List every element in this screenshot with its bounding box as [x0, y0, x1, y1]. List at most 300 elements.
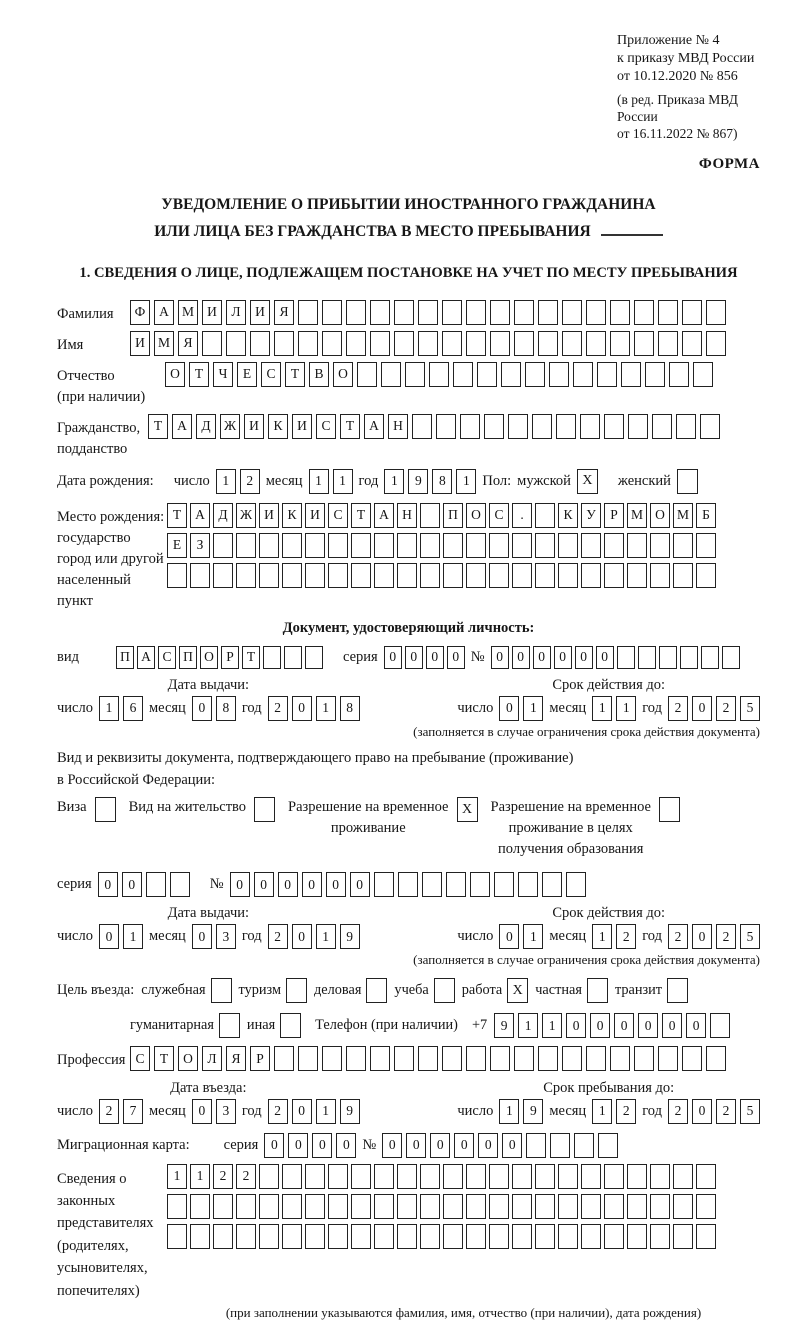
char-cell[interactable]: 0 — [312, 1133, 332, 1158]
char-cell[interactable] — [581, 563, 601, 588]
char-cell[interactable] — [213, 533, 233, 558]
char-cell[interactable]: И — [292, 414, 312, 439]
char-cell[interactable] — [574, 1133, 594, 1158]
char-cell[interactable] — [696, 563, 716, 588]
char-cell[interactable] — [322, 331, 342, 356]
char-cell[interactable] — [634, 300, 654, 325]
char-cell[interactable] — [374, 1194, 394, 1219]
char-cell[interactable] — [305, 563, 325, 588]
char-cell[interactable] — [558, 1224, 578, 1249]
char-cell[interactable]: П — [116, 646, 134, 669]
char-cell[interactable] — [659, 646, 677, 669]
char-cell[interactable] — [351, 563, 371, 588]
char-cell[interactable]: 2 — [716, 924, 736, 949]
char-cell[interactable] — [673, 1164, 693, 1189]
char-cell[interactable]: 1 — [309, 469, 329, 494]
char-cell[interactable]: М — [178, 300, 198, 325]
char-cell[interactable]: Т — [340, 414, 360, 439]
char-cell[interactable] — [442, 1046, 462, 1071]
char-cell[interactable]: 0 — [405, 646, 423, 669]
char-cell[interactable]: 0 — [686, 1013, 706, 1038]
char-cell[interactable]: 0 — [499, 924, 519, 949]
char-cell[interactable] — [514, 1046, 534, 1071]
char-cell[interactable] — [604, 533, 624, 558]
char-cell[interactable] — [418, 1046, 438, 1071]
char-cell[interactable]: Н — [397, 503, 417, 528]
char-cell[interactable] — [535, 503, 555, 528]
char-cell[interactable]: Р — [221, 646, 239, 669]
char-cell[interactable]: А — [364, 414, 384, 439]
char-cell[interactable]: 3 — [216, 1099, 236, 1124]
char-cell[interactable] — [682, 1046, 702, 1071]
char-cell[interactable] — [443, 563, 463, 588]
char-cell[interactable]: Т — [167, 503, 187, 528]
char-cell[interactable] — [346, 300, 366, 325]
char-cell[interactable] — [477, 362, 497, 387]
char-cell[interactable] — [167, 1194, 187, 1219]
char-cell[interactable] — [213, 1194, 233, 1219]
char-cell[interactable]: Л — [202, 1046, 222, 1071]
char-cell[interactable] — [259, 1164, 279, 1189]
char-cell[interactable]: 0 — [278, 872, 298, 897]
char-cell[interactable] — [422, 872, 442, 897]
char-cell[interactable] — [282, 1224, 302, 1249]
char-cell[interactable]: О — [178, 1046, 198, 1071]
char-cell[interactable] — [374, 533, 394, 558]
char-cell[interactable] — [535, 533, 555, 558]
char-cell[interactable] — [558, 533, 578, 558]
char-cell[interactable]: 0 — [292, 1099, 312, 1124]
char-cell[interactable]: И — [305, 503, 325, 528]
char-cell[interactable]: 0 — [288, 1133, 308, 1158]
char-cell[interactable]: 8 — [216, 696, 236, 721]
char-cell[interactable] — [514, 331, 534, 356]
char-cell[interactable] — [586, 331, 606, 356]
char-cell[interactable] — [490, 1046, 510, 1071]
char-cell[interactable] — [489, 1164, 509, 1189]
char-cell[interactable]: 9 — [340, 924, 360, 949]
char-cell[interactable] — [701, 646, 719, 669]
char-cell[interactable] — [638, 646, 656, 669]
char-cell[interactable] — [512, 1194, 532, 1219]
char-cell[interactable] — [658, 1046, 678, 1071]
char-cell[interactable] — [397, 1194, 417, 1219]
char-cell[interactable] — [420, 503, 440, 528]
char-cell[interactable]: О — [165, 362, 185, 387]
char-cell[interactable] — [259, 563, 279, 588]
char-cell[interactable] — [236, 563, 256, 588]
char-cell[interactable] — [512, 1224, 532, 1249]
char-cell[interactable] — [328, 1194, 348, 1219]
char-cell[interactable] — [526, 1133, 546, 1158]
char-cell[interactable] — [696, 1164, 716, 1189]
temp-residence-education-checkbox[interactable] — [659, 797, 680, 822]
char-cell[interactable]: К — [268, 414, 288, 439]
char-cell[interactable]: 0 — [292, 924, 312, 949]
char-cell[interactable] — [581, 1194, 601, 1219]
char-cell[interactable] — [236, 1224, 256, 1249]
char-cell[interactable]: И — [250, 300, 270, 325]
char-cell[interactable] — [305, 1164, 325, 1189]
char-cell[interactable]: 0 — [590, 1013, 610, 1038]
char-cell[interactable] — [374, 563, 394, 588]
char-cell[interactable]: 1 — [216, 469, 236, 494]
char-cell[interactable] — [634, 331, 654, 356]
char-cell[interactable]: 9 — [408, 469, 428, 494]
char-cell[interactable] — [581, 533, 601, 558]
char-cell[interactable] — [538, 331, 558, 356]
char-cell[interactable] — [282, 563, 302, 588]
char-cell[interactable] — [489, 563, 509, 588]
char-cell[interactable]: 0 — [502, 1133, 522, 1158]
char-cell[interactable] — [512, 1164, 532, 1189]
char-cell[interactable] — [722, 646, 740, 669]
char-cell[interactable] — [236, 533, 256, 558]
char-cell[interactable]: 3 — [216, 924, 236, 949]
char-cell[interactable] — [466, 300, 486, 325]
char-cell[interactable] — [466, 1224, 486, 1249]
char-cell[interactable] — [453, 362, 473, 387]
char-cell[interactable] — [573, 362, 593, 387]
char-cell[interactable] — [538, 300, 558, 325]
char-cell[interactable] — [550, 1133, 570, 1158]
char-cell[interactable] — [586, 300, 606, 325]
char-cell[interactable]: 5 — [740, 924, 760, 949]
char-cell[interactable] — [490, 331, 510, 356]
char-cell[interactable]: Р — [250, 1046, 270, 1071]
char-cell[interactable] — [370, 300, 390, 325]
char-cell[interactable]: 1 — [616, 696, 636, 721]
char-cell[interactable] — [610, 331, 630, 356]
char-cell[interactable] — [370, 1046, 390, 1071]
char-cell[interactable]: П — [179, 646, 197, 669]
char-cell[interactable]: 0 — [430, 1133, 450, 1158]
char-cell[interactable]: 9 — [340, 1099, 360, 1124]
char-cell[interactable] — [443, 1164, 463, 1189]
char-cell[interactable]: О — [650, 503, 670, 528]
char-cell[interactable] — [512, 533, 532, 558]
char-cell[interactable]: У — [581, 503, 601, 528]
char-cell[interactable]: В — [309, 362, 329, 387]
gender-female-checkbox[interactable] — [677, 469, 698, 494]
char-cell[interactable] — [490, 300, 510, 325]
char-cell[interactable] — [213, 1224, 233, 1249]
char-cell[interactable]: 0 — [566, 1013, 586, 1038]
char-cell[interactable]: 1 — [384, 469, 404, 494]
char-cell[interactable] — [525, 362, 545, 387]
char-cell[interactable] — [298, 300, 318, 325]
char-cell[interactable] — [604, 414, 624, 439]
char-cell[interactable]: И — [244, 414, 264, 439]
char-cell[interactable] — [429, 362, 449, 387]
char-cell[interactable] — [489, 1194, 509, 1219]
char-cell[interactable] — [351, 1164, 371, 1189]
char-cell[interactable] — [518, 872, 538, 897]
char-cell[interactable]: Р — [604, 503, 624, 528]
char-cell[interactable]: Ф — [130, 300, 150, 325]
char-cell[interactable]: Ж — [236, 503, 256, 528]
char-cell[interactable]: А — [374, 503, 394, 528]
char-cell[interactable] — [617, 646, 635, 669]
char-cell[interactable]: 0 — [692, 1099, 712, 1124]
char-cell[interactable]: С — [158, 646, 176, 669]
char-cell[interactable] — [682, 331, 702, 356]
char-cell[interactable] — [680, 646, 698, 669]
char-cell[interactable] — [604, 1194, 624, 1219]
char-cell[interactable] — [298, 331, 318, 356]
char-cell[interactable]: 0 — [512, 646, 530, 669]
char-cell[interactable] — [706, 331, 726, 356]
char-cell[interactable] — [346, 1046, 366, 1071]
char-cell[interactable] — [274, 331, 294, 356]
char-cell[interactable] — [412, 414, 432, 439]
char-cell[interactable] — [696, 1194, 716, 1219]
char-cell[interactable]: Я — [178, 331, 198, 356]
char-cell[interactable]: О — [466, 503, 486, 528]
char-cell[interactable]: 5 — [740, 1099, 760, 1124]
char-cell[interactable] — [658, 300, 678, 325]
char-cell[interactable] — [420, 1164, 440, 1189]
char-cell[interactable]: 0 — [638, 1013, 658, 1038]
char-cell[interactable]: С — [261, 362, 281, 387]
char-cell[interactable]: 0 — [122, 872, 142, 897]
char-cell[interactable] — [190, 563, 210, 588]
char-cell[interactable] — [706, 1046, 726, 1071]
char-cell[interactable]: И — [202, 300, 222, 325]
char-cell[interactable] — [420, 1194, 440, 1219]
char-cell[interactable] — [580, 414, 600, 439]
char-cell[interactable] — [470, 872, 490, 897]
char-cell[interactable] — [566, 872, 586, 897]
char-cell[interactable] — [466, 1194, 486, 1219]
char-cell[interactable] — [213, 563, 233, 588]
char-cell[interactable]: 0 — [254, 872, 274, 897]
char-cell[interactable]: 0 — [406, 1133, 426, 1158]
char-cell[interactable] — [250, 331, 270, 356]
char-cell[interactable] — [628, 414, 648, 439]
char-cell[interactable] — [466, 1046, 486, 1071]
char-cell[interactable]: Д — [196, 414, 216, 439]
char-cell[interactable] — [627, 1164, 647, 1189]
char-cell[interactable] — [650, 533, 670, 558]
char-cell[interactable]: Л — [226, 300, 246, 325]
char-cell[interactable] — [535, 1224, 555, 1249]
char-cell[interactable] — [627, 563, 647, 588]
char-cell[interactable]: Ч — [213, 362, 233, 387]
char-cell[interactable]: 1 — [518, 1013, 538, 1038]
char-cell[interactable]: 2 — [616, 1099, 636, 1124]
char-cell[interactable] — [346, 331, 366, 356]
char-cell[interactable] — [696, 1224, 716, 1249]
char-cell[interactable]: А — [172, 414, 192, 439]
char-cell[interactable]: 0 — [491, 646, 509, 669]
char-cell[interactable] — [322, 300, 342, 325]
char-cell[interactable] — [673, 533, 693, 558]
char-cell[interactable] — [370, 331, 390, 356]
char-cell[interactable]: 2 — [268, 1099, 288, 1124]
purpose-private-checkbox[interactable] — [587, 978, 608, 1003]
char-cell[interactable]: 2 — [268, 924, 288, 949]
char-cell[interactable]: 1 — [316, 1099, 336, 1124]
char-cell[interactable]: 0 — [292, 696, 312, 721]
char-cell[interactable] — [146, 872, 166, 897]
char-cell[interactable]: 1 — [523, 924, 543, 949]
char-cell[interactable] — [549, 362, 569, 387]
char-cell[interactable]: Е — [167, 533, 187, 558]
char-cell[interactable]: 0 — [382, 1133, 402, 1158]
char-cell[interactable] — [650, 1224, 670, 1249]
char-cell[interactable]: К — [558, 503, 578, 528]
char-cell[interactable]: О — [333, 362, 353, 387]
char-cell[interactable]: 2 — [716, 1099, 736, 1124]
char-cell[interactable]: 1 — [499, 1099, 519, 1124]
char-cell[interactable] — [420, 533, 440, 558]
char-cell[interactable] — [501, 362, 521, 387]
char-cell[interactable]: И — [130, 331, 150, 356]
char-cell[interactable]: 2 — [616, 924, 636, 949]
char-cell[interactable] — [322, 1046, 342, 1071]
char-cell[interactable] — [627, 1194, 647, 1219]
char-cell[interactable] — [538, 1046, 558, 1071]
char-cell[interactable]: Т — [154, 1046, 174, 1071]
char-cell[interactable] — [604, 1224, 624, 1249]
char-cell[interactable] — [351, 533, 371, 558]
char-cell[interactable] — [706, 300, 726, 325]
char-cell[interactable] — [397, 533, 417, 558]
char-cell[interactable]: Т — [189, 362, 209, 387]
char-cell[interactable] — [489, 1224, 509, 1249]
char-cell[interactable]: 0 — [499, 696, 519, 721]
char-cell[interactable] — [351, 1224, 371, 1249]
char-cell[interactable] — [305, 533, 325, 558]
char-cell[interactable] — [328, 1164, 348, 1189]
char-cell[interactable]: 0 — [350, 872, 370, 897]
char-cell[interactable] — [562, 1046, 582, 1071]
char-cell[interactable]: 0 — [426, 646, 444, 669]
char-cell[interactable] — [669, 362, 689, 387]
char-cell[interactable]: Т — [242, 646, 260, 669]
char-cell[interactable] — [466, 533, 486, 558]
char-cell[interactable] — [274, 1046, 294, 1071]
char-cell[interactable] — [558, 563, 578, 588]
char-cell[interactable] — [167, 563, 187, 588]
purpose-humanitarian-checkbox[interactable] — [219, 1013, 240, 1038]
char-cell[interactable]: 1 — [592, 1099, 612, 1124]
char-cell[interactable] — [436, 414, 456, 439]
char-cell[interactable]: 0 — [662, 1013, 682, 1038]
char-cell[interactable]: 0 — [230, 872, 250, 897]
char-cell[interactable] — [532, 414, 552, 439]
gender-male-checkbox[interactable]: X — [577, 469, 598, 494]
char-cell[interactable] — [305, 1224, 325, 1249]
char-cell[interactable]: 2 — [236, 1164, 256, 1189]
char-cell[interactable]: 2 — [668, 1099, 688, 1124]
char-cell[interactable]: О — [200, 646, 218, 669]
char-cell[interactable]: 0 — [554, 646, 572, 669]
char-cell[interactable]: 2 — [716, 696, 736, 721]
char-cell[interactable]: И — [259, 503, 279, 528]
char-cell[interactable] — [226, 331, 246, 356]
char-cell[interactable] — [494, 872, 514, 897]
char-cell[interactable]: 2 — [668, 924, 688, 949]
char-cell[interactable] — [682, 300, 702, 325]
char-cell[interactable] — [673, 563, 693, 588]
char-cell[interactable]: 9 — [523, 1099, 543, 1124]
char-cell[interactable] — [190, 1224, 210, 1249]
char-cell[interactable]: Д — [213, 503, 233, 528]
char-cell[interactable]: 0 — [99, 924, 119, 949]
char-cell[interactable]: 0 — [692, 696, 712, 721]
char-cell[interactable] — [202, 331, 222, 356]
purpose-business-checkbox[interactable] — [366, 978, 387, 1003]
char-cell[interactable] — [634, 1046, 654, 1071]
char-cell[interactable] — [466, 1164, 486, 1189]
char-cell[interactable] — [556, 414, 576, 439]
char-cell[interactable]: С — [316, 414, 336, 439]
char-cell[interactable]: 2 — [213, 1164, 233, 1189]
char-cell[interactable]: 2 — [99, 1099, 119, 1124]
char-cell[interactable]: 6 — [123, 696, 143, 721]
char-cell[interactable]: . — [512, 503, 532, 528]
char-cell[interactable] — [381, 362, 401, 387]
char-cell[interactable] — [604, 563, 624, 588]
char-cell[interactable]: Н — [388, 414, 408, 439]
char-cell[interactable] — [710, 1013, 730, 1038]
char-cell[interactable] — [374, 872, 394, 897]
char-cell[interactable] — [489, 533, 509, 558]
char-cell[interactable]: 7 — [123, 1099, 143, 1124]
char-cell[interactable]: С — [130, 1046, 150, 1071]
char-cell[interactable]: 1 — [333, 469, 353, 494]
char-cell[interactable] — [394, 1046, 414, 1071]
char-cell[interactable]: 1 — [316, 696, 336, 721]
char-cell[interactable]: 0 — [192, 1099, 212, 1124]
char-cell[interactable] — [259, 1224, 279, 1249]
char-cell[interactable]: 1 — [456, 469, 476, 494]
char-cell[interactable]: Я — [274, 300, 294, 325]
char-cell[interactable] — [443, 1194, 463, 1219]
char-cell[interactable]: З — [190, 533, 210, 558]
char-cell[interactable] — [397, 1224, 417, 1249]
char-cell[interactable]: 0 — [192, 696, 212, 721]
char-cell[interactable] — [535, 563, 555, 588]
char-cell[interactable] — [621, 362, 641, 387]
char-cell[interactable] — [514, 300, 534, 325]
char-cell[interactable]: 1 — [123, 924, 143, 949]
char-cell[interactable] — [305, 1194, 325, 1219]
purpose-transit-checkbox[interactable] — [667, 978, 688, 1003]
char-cell[interactable]: 1 — [167, 1164, 187, 1189]
char-cell[interactable] — [696, 533, 716, 558]
char-cell[interactable] — [397, 1164, 417, 1189]
purpose-official-checkbox[interactable] — [211, 978, 232, 1003]
char-cell[interactable] — [693, 362, 713, 387]
char-cell[interactable] — [610, 300, 630, 325]
char-cell[interactable]: Т — [148, 414, 168, 439]
char-cell[interactable]: 0 — [326, 872, 346, 897]
char-cell[interactable] — [167, 1224, 187, 1249]
char-cell[interactable] — [442, 300, 462, 325]
char-cell[interactable] — [542, 872, 562, 897]
char-cell[interactable]: 1 — [316, 924, 336, 949]
char-cell[interactable] — [259, 533, 279, 558]
purpose-study-checkbox[interactable] — [434, 978, 455, 1003]
char-cell[interactable] — [627, 533, 647, 558]
char-cell[interactable]: 0 — [447, 646, 465, 669]
char-cell[interactable] — [190, 1194, 210, 1219]
char-cell[interactable]: 0 — [264, 1133, 284, 1158]
char-cell[interactable] — [558, 1164, 578, 1189]
